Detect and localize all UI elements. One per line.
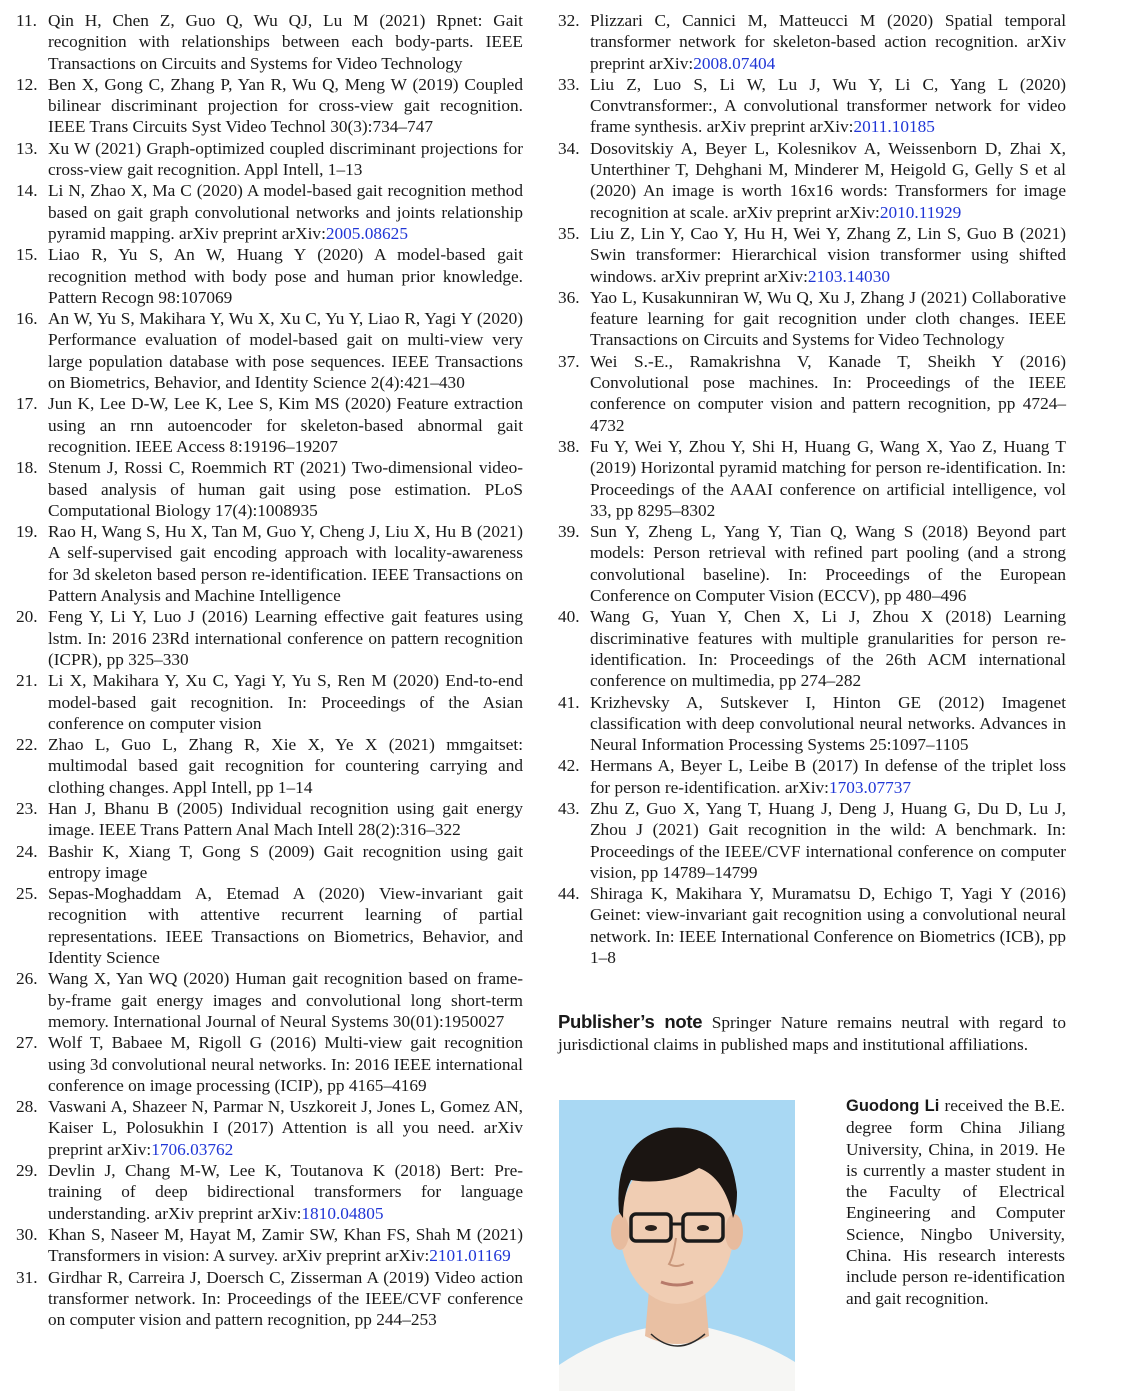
- reference-text: Xu W (2021) Graph-optimized coupled discriminant projections for cross-view gait recognition. Appl Intell, 1–13: [48, 138, 523, 180]
- arxiv-link[interactable]: 2101.01169: [429, 1246, 511, 1266]
- author-portrait-image: [559, 1100, 795, 1391]
- reference-text: Qin H, Chen Z, Guo Q, Wu QJ, Lu M (2021) Rpnet: Gait recognition with relationships between each body-parts. IEEE Transactions on Circuits and Systems for Video Technology: [48, 11, 523, 73]
- reference-number: 12.: [16, 74, 38, 94]
- reference-item: [16, 10, 523, 74]
- reference-number: 29.: [16, 1161, 38, 1181]
- reference-number: 22.: [16, 735, 38, 755]
- reference-item: [16, 1160, 523, 1224]
- reference-item: [558, 74, 1066, 138]
- reference-number: 27.: [16, 1033, 38, 1053]
- arxiv-link[interactable]: 2011.10185: [853, 117, 935, 137]
- reference-number: 25.: [16, 884, 38, 904]
- reference-text: Zhao L, Guo L, Zhang R, Xie X, Ye X (2021) mmgaitset: multimodal based gait recognition for countering carrying and clothing changes. Appl Intell, pp 1–14: [48, 735, 523, 797]
- reference-text: Jun K, Lee D-W, Lee K, Lee S, Kim MS (2020) Feature extraction using an rnn autoencoder for skeleton-based abnormal gait recognition. IEEE Access 8:19196–19207: [48, 394, 523, 456]
- reference-item: [16, 1096, 523, 1160]
- reference-text: Rao H, Wang S, Hu X, Tan M, Guo Y, Cheng J, Liu X, Hu B (2021) A self-supervised gait encoding approach with locality-awareness for 3d skeleton based person re-identification. IEEE Transactions on Pattern Analysis and Machine Intelligence: [48, 522, 523, 606]
- reference-number: 24.: [16, 841, 38, 861]
- reference-text: Krizhevsky A, Sutskever I, Hinton GE (2012) Imagenet classification with deep convolutional neural networks. Advances in Neural Information Processing Systems 25:1097–1105: [590, 692, 1066, 755]
- reference-text: Wolf T, Babaee M, Rigoll G (2016) Multi-view gait recognition using 3d convolutional neural networks. In: 2016 IEEE international conference on image processing (ICIP), pp 4165–4169: [48, 1033, 523, 1095]
- reference-item: [16, 1032, 523, 1096]
- arxiv-link[interactable]: 1706.03762: [151, 1139, 234, 1159]
- reference-text: Zhu Z, Guo X, Yang T, Huang J, Deng J, Huang G, Du D, Lu J, Zhou J (2021) Gait recognition in the wild: A benchmark. In: Proceedings of the IEEE/CVF international conference on computer vision, pp 14789–14799: [590, 798, 1066, 882]
- author-photo: [559, 1100, 795, 1391]
- reference-text: Yao L, Kusakunniran W, Wu Q, Xu J, Zhang J (2021) Collaborative feature learning for gait recognition under cloth changes. IEEE Transactions on Circuits and Systems for Video Technology: [590, 287, 1066, 350]
- reference-text: An W, Yu S, Makihara Y, Wu X, Xu C, Yu Y, Liao R, Yagi Y (2020) Performance evaluation of model-based gait on multi-view very large population database with pose sequences. IEEE Transactions on Biometrics, Behavior, and Identity Science 2(4):421–430: [48, 309, 523, 393]
- reference-item: [16, 393, 523, 457]
- reference-item: [16, 968, 523, 1032]
- reference-number: 34.: [558, 138, 580, 158]
- reference-number: 16.: [16, 309, 38, 329]
- reference-number: 23.: [16, 798, 38, 818]
- reference-item: [16, 308, 523, 393]
- reference-number: 15.: [16, 245, 38, 265]
- reference-item: [16, 670, 523, 734]
- reference-number: 44.: [558, 884, 580, 904]
- arxiv-link[interactable]: 2005.08625: [325, 223, 408, 243]
- reference-number: 41.: [558, 692, 580, 712]
- reference-number: 21.: [16, 671, 38, 691]
- reference-number: 20.: [16, 607, 38, 627]
- reference-number: 13.: [16, 138, 38, 158]
- reference-number: 14.: [16, 181, 38, 201]
- reference-item: [558, 883, 1066, 968]
- reference-text: Wang G, Yuan Y, Chen X, Li J, Zhou X (2018) Learning discriminative features with multiple granularities for person re-identification. In: Proceedings of the 26th ACM international conference on multimedia, pp 274–282: [590, 607, 1066, 691]
- reference-number: 17.: [16, 394, 38, 414]
- reference-text: Khan S, Naseer M, Hayat M, Zamir SW, Khan FS, Shah M (2021) Transformers in vision: A survey. arXiv preprint arXiv:: [48, 1224, 523, 1266]
- reference-number: 26.: [16, 969, 38, 989]
- reference-number: 28.: [16, 1097, 38, 1117]
- reference-item: [16, 606, 523, 670]
- reference-item: [558, 223, 1066, 287]
- arxiv-link[interactable]: 1703.07737: [828, 777, 912, 797]
- author-biography: [846, 1095, 1065, 1309]
- reference-text: Hermans A, Beyer L, Leibe B (2017) In defense of the triplet loss for person re-identification. arXiv:: [590, 756, 1066, 797]
- publisher-note: [558, 1011, 1066, 1055]
- reference-item: [558, 755, 1066, 798]
- arxiv-link[interactable]: 1810.04805: [301, 1203, 384, 1223]
- reference-item: [558, 287, 1066, 351]
- reference-item: [16, 883, 523, 968]
- reference-text: Devlin J, Chang M-W, Lee K, Toutanova K (2018) Bert: Pre-training of deep bidirectional transformers for language understanding. arXiv preprint arXiv:: [48, 1161, 523, 1223]
- reference-number: 31.: [16, 1267, 38, 1287]
- reference-item: [16, 734, 523, 798]
- publisher-note-text: Springer Nature remains neutral with regard to jurisdictional claims in published maps and institutional affiliations.: [558, 1013, 1066, 1054]
- reference-item: [558, 692, 1066, 756]
- reference-item: [558, 521, 1066, 606]
- reference-text: Li X, Makihara Y, Xu C, Yagi Y, Yu S, Ren M (2020) End-to-end model-based gait recognition. In: Proceedings of the Asian conference on computer vision: [48, 671, 523, 733]
- arxiv-link[interactable]: 2010.11929: [879, 202, 962, 222]
- reference-text: Sepas-Moghaddam A, Etemad A (2020) View-invariant gait recognition with attentive recurrent learning of partial representations. IEEE Transactions on Biometrics, Behavior, and Identity Science: [48, 884, 523, 968]
- reference-item: [16, 521, 523, 606]
- reference-item: [16, 841, 523, 884]
- reference-item: [558, 436, 1066, 521]
- publisher-note-heading: Publisher’s note: [558, 1011, 703, 1032]
- author-name: Guodong Li: [846, 1097, 940, 1115]
- reference-text: Bashir K, Xiang T, Gong S (2009) Gait recognition using gait entropy image: [48, 841, 523, 882]
- reference-text: Vaswani A, Shazeer N, Parmar N, Uszkoreit J, Jones L, Gomez AN, Kaiser L, Polosukhin I (2017) Attention is all you need. arXiv preprint arXiv:: [48, 1097, 523, 1159]
- reference-text: Ben X, Gong C, Zhang P, Yan R, Wu Q, Meng W (2019) Coupled bilinear discriminant projection for cross-view gait recognition. IEEE Trans Circuits Syst Video Technol 30(3):734–747: [48, 74, 523, 137]
- reference-number: 11.: [16, 11, 37, 30]
- reference-item: [16, 1224, 523, 1267]
- reference-text: Liu Z, Lin Y, Cao Y, Hu H, Wei Y, Zhang Z, Lin S, Guo B (2021) Swin transformer: Hierarchical vision transformer using shifted windows. arXiv preprint arXiv:: [590, 223, 1066, 286]
- reference-number: 35.: [558, 223, 580, 243]
- reference-item: [558, 798, 1066, 883]
- reference-text: Han J, Bhanu B (2005) Individual recognition using gait energy image. IEEE Trans Pattern Anal Mach Intell 28(2):316–322: [48, 798, 523, 840]
- reference-number: 18.: [16, 458, 38, 478]
- reference-list-left: [16, 10, 523, 1330]
- reference-number: 38.: [558, 436, 580, 456]
- reference-list-right: [558, 10, 1066, 968]
- reference-text: Stenum J, Rossi C, Roemmich RT (2021) Two-dimensional video-based analysis of human gait using pose estimation. PLoS Computational Biology 17(4):1008935: [48, 458, 523, 520]
- arxiv-link[interactable]: 2008.07404: [693, 53, 776, 73]
- reference-text: Sun Y, Zheng L, Yang Y, Tian Q, Wang S (2018) Beyond part models: Person retrieval with refined part pooling (and a strong convolutional baseline). In: Proceedings of the European Conference on Computer Vision (ECCV), pp 480–496: [590, 522, 1066, 606]
- reference-item: [16, 798, 523, 841]
- reference-text: Plizzari C, Cannici M, Matteucci M (2020) Spatial temporal transformer network for skeleton-based action recognition. arXiv preprint arXiv:: [590, 11, 1066, 73]
- reference-number: 36.: [558, 287, 580, 307]
- reference-number: 19.: [16, 522, 38, 542]
- reference-number: 37.: [558, 351, 580, 371]
- reference-text: Fu Y, Wei Y, Zhou Y, Shi H, Huang G, Wang X, Yao Z, Huang T (2019) Horizontal pyramid matching for person re-identification. In: Proceedings of the AAAI conference on artificial intelligence, vol 33, pp 8295–8302: [590, 436, 1066, 520]
- reference-item: [16, 1267, 523, 1331]
- reference-text: Wang X, Yan WQ (2020) Human gait recognition based on frame-by-frame gait energy images and convolutional long short-term memory. International Journal of Neural Systems 30(01):1950027: [48, 969, 523, 1031]
- reference-text: Wei S.-E., Ramakrishna V, Kanade T, Sheikh Y (2016) Convolutional pose machines. In: Proceedings of the IEEE conference on computer vision and pattern recognition, pp 4724–4732: [590, 351, 1066, 435]
- reference-number: 33.: [558, 74, 580, 94]
- reference-text: Liao R, Yu S, An W, Huang Y (2020) A model-based gait recognition method with body pose and human prior knowledge. Pattern Recogn 98:107069: [48, 245, 523, 307]
- reference-text: Dosovitskiy A, Beyer L, Kolesnikov A, Weissenborn D, Zhai X, Unterthiner T, Dehghani M, Minderer M, Heigold G, Gelly S et al (2020) An image is worth 16x16 words: Transformers for image recognition at scale. arXiv preprint arXiv:: [590, 138, 1066, 222]
- reference-item: [558, 606, 1066, 691]
- reference-number: 40.: [558, 607, 580, 627]
- reference-text: Liu Z, Luo S, Li W, Lu J, Wu Y, Li C, Yang L (2020) Convtransformer:, A convolutional transformer network for video frame synthesis. arXiv preprint arXiv:: [590, 74, 1066, 137]
- reference-item: [16, 180, 523, 244]
- reference-text: Girdhar R, Carreira J, Doersch C, Zisserman A (2019) Video action transformer network. In: Proceedings of the IEEE/CVF conference on computer vision and pattern recognition, pp 244–253: [48, 1267, 523, 1330]
- reference-item: [16, 74, 523, 138]
- reference-item: [558, 351, 1066, 436]
- reference-item: [16, 138, 523, 181]
- reference-item: [16, 457, 523, 521]
- arxiv-link[interactable]: 2103.14030: [807, 266, 890, 286]
- author-bio-text: received the B.E. degree form China Jiliang University, China, in 2019. He is currently a master student in the Faculty of Electrical Engineering and Computer Science, Ningbo University, China. His research interests include person re-identification and gait recognition.: [846, 1096, 1066, 1308]
- reference-number: 43.: [558, 798, 580, 818]
- reference-number: 42.: [558, 756, 580, 776]
- reference-number: 39.: [558, 522, 580, 542]
- reference-text: Li N, Zhao X, Ma C (2020) A model-based gait recognition method based on gait graph convolutional networks and joints relationship pyramid mapping. arXiv preprint arXiv:: [48, 181, 523, 243]
- reference-text: Shiraga K, Makihara Y, Muramatsu D, Echigo T, Yagi Y (2016) Geinet: view-invariant gait recognition using a convolutional neural network. In: IEEE International Conference on Biometrics (ICB), pp 1–8: [590, 884, 1066, 968]
- reference-item: [16, 244, 523, 308]
- reference-number: 32.: [558, 11, 580, 30]
- reference-item: [558, 138, 1066, 223]
- references-column-left: [16, 10, 523, 1330]
- references-column-right: [558, 10, 1066, 968]
- reference-number: 30.: [16, 1224, 38, 1244]
- reference-item: [558, 10, 1066, 74]
- reference-text: Feng Y, Li Y, Luo J (2016) Learning effective gait features using lstm. In: 2016 23Rd international conference on pattern recognition (ICPR), pp 325–330: [48, 607, 523, 669]
